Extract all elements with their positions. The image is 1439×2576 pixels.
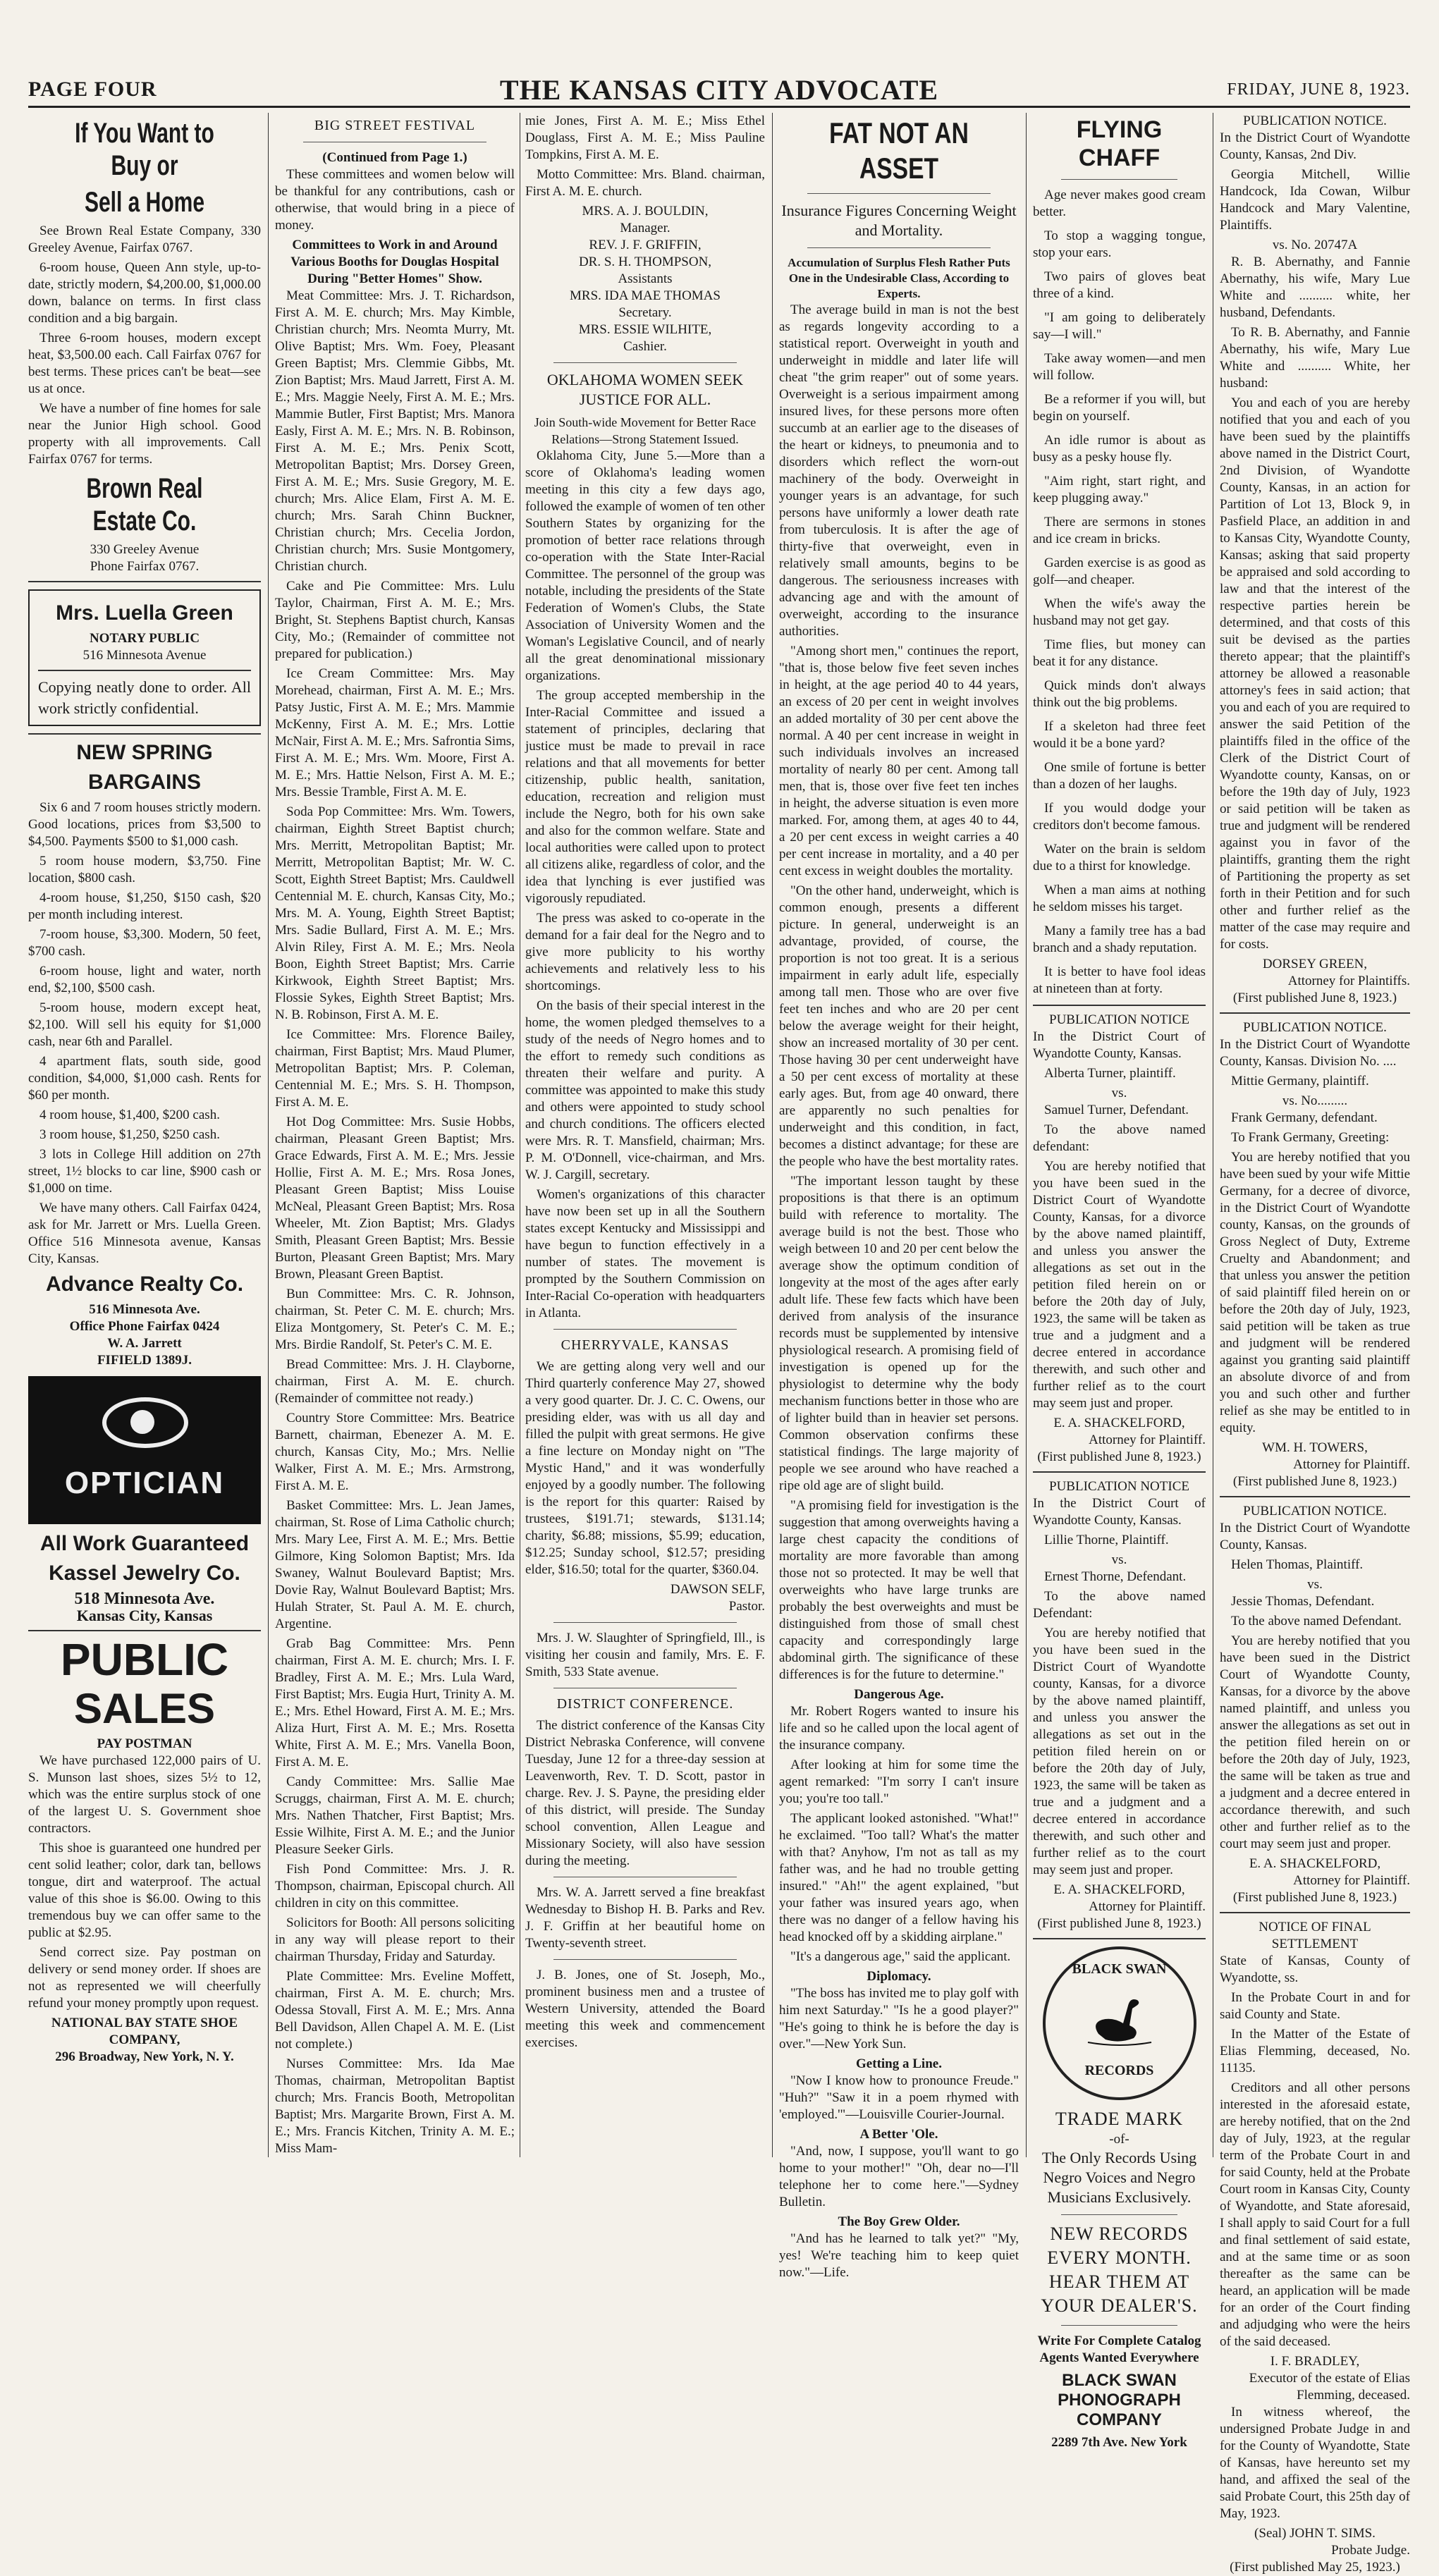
notice-signature-title: Attorney for Plaintiff. xyxy=(1293,1457,1410,1472)
article-headline: FAT NOT AN ASSET xyxy=(829,116,969,185)
ad-text: 6-room house, Queen Ann style, up-to-date, strictly modern, $4,200.00, $1,000.00 down, balance on terms. In first class condition and a big bargain. xyxy=(28,260,261,326)
article-paragraph: "And, now, I suppose, you'll want to go home to your mother!" "Oh, dear no—I'll telephone her to come here."—Sydney Bulletin. xyxy=(779,2144,1019,2209)
flying-chaff-item: Time flies, but money can beat it for any distance. xyxy=(1033,637,1206,669)
notice-text: You and each of you are hereby notified that you and each of you have been sued by the plaintiffs above named in the District Court, 2nd Division, of Wyandotte County, Kansas, in an action for Partition of Lot 13, Block 9, in Pasfield Place, an addition in and to Kansas City, Wyandotte County, Kansas; asking that said property be appraised and sold according to law and that the interest of the respective parties herein be determined, and that costs of this suit be devised as the parties thereto appear; that the plaintiff's attorney be allowed a reasonable attorney's fees in said action; that you and each of you are required to answer the said Petition of the plaintiffs filed in the office of the Clerk of the District Court of Wyandotte county, Kansas, on or before the 19th day of July, 1923 or said petition will be taken as true and judgment will be rendered against you in favor of the plaintiffs, granting them the right of Partitioning the property as set forth in their Petition and for such other and further relief as the matter of the case may require and for costs. xyxy=(1220,395,1410,952)
article-paragraph: Bread Committee: Mrs. J. H. Clayborne, chairman, First A. M. E. church. (Remainder of committee not ready.) xyxy=(275,1357,515,1406)
notice-text: In the District Court of Wyandotte County, Kansas. Division No. .... xyxy=(1220,1037,1410,1069)
notice-text: Georgia Mitchell, Willie Handcock, Ida Cowan, Wilbur Handcock and Mary Valentine, Plaintiffs. xyxy=(1220,167,1410,233)
divider xyxy=(807,247,991,248)
optician-banner: OPTICIAN xyxy=(64,1466,225,1500)
ad-text: Three 6-room houses, modern except heat, $3,500.00 each. Call Fairfax 0767 for best terms. These prices can't be beat—see us at once. xyxy=(28,331,261,396)
notary-title: NOTARY PUBLIC xyxy=(89,631,200,646)
article-subhead: Join South-wide Movement for Better Race Relations—Strong Statement Issued. xyxy=(534,415,757,446)
article-paragraph: "The boss has invited me to play golf with him next Saturday." "Is he a good player?" "He's going to think he is before the day is over."—New York Sun. xyxy=(779,1986,1019,2051)
divider xyxy=(28,581,261,582)
optician-ad-illustration xyxy=(28,1376,261,1524)
divider xyxy=(28,733,261,735)
ad-headline: NEW SPRING xyxy=(76,741,213,764)
ad-text: 5-room house, modern except heat, $2,100. Will sell his equity for $1,000 cash, near 6th and Parallel. xyxy=(28,1000,261,1049)
flying-chaff-item: Age never makes good cream better. xyxy=(1033,188,1206,219)
flying-chaff-item: When a man aims at nothing he seldom misses his target. xyxy=(1033,883,1206,914)
article-headline: A Better 'Ole. xyxy=(859,2127,938,2142)
kassel-jewelry-ad xyxy=(28,1531,261,1624)
signature-title: Pastor. xyxy=(728,1599,765,1614)
notice-vs: vs. xyxy=(1111,1086,1127,1100)
divider xyxy=(1220,1496,1410,1497)
signature: DR. S. H. THOMPSON, xyxy=(578,254,712,269)
ad-company-name: Kassel Jewelry Co. xyxy=(49,1562,240,1585)
flying-chaff-item: "I am going to deliberately say—I will." xyxy=(1033,310,1206,342)
article-headline: Dangerous Age. xyxy=(854,1687,944,1702)
flying-chaff-item: Two pairs of gloves beat three of a kind. xyxy=(1033,269,1206,301)
ad-text: This shoe is guaranteed one hundred per cent solid leather; color, dark tan, bellows tongue, dirt and waterproof. The actual value of this shoe is $6.00. Owing to this tremendous buy we can offer same to the public at $2.95. xyxy=(28,1841,261,1940)
notary-name: Mrs. Luella Green xyxy=(56,601,233,625)
notice-title: PUBLICATION NOTICE. xyxy=(1243,1504,1387,1519)
flying-chaff-item: One smile of fortune is better than a dozen of her laughs. xyxy=(1033,760,1206,792)
article-paragraph: The group accepted membership in the Inter-Racial Committee and issued a statement of principles, declaring that justice must be made to prevail in race relations and that all movements for better citizenship, public health, sanitation, education, recreation and religion must include the Negro, both for his own sake and also for the common welfare. State and local authorities were called upon to protect all citizens alike, regardless of color, and the idea that lynching is ever justified was vigorously repudiated. xyxy=(525,688,765,906)
article-paragraph: Mrs. W. A. Jarrett served a fine breakfast Wednesday to Bishop H. B. Parks and Rev. J. F. Griffin at her beautiful home on Twenty-seventh street. xyxy=(525,1885,765,1951)
ad-text: See Brown Real Estate Company, 330 Greeley Avenue, Fairfax 0767. xyxy=(28,223,261,255)
logo-text-bottom: RECORDS xyxy=(1084,2063,1154,2078)
trade-mark-label: TRADE MARK xyxy=(1055,2109,1184,2129)
ad-text: 4 room house, $1,400, $200 cash. xyxy=(39,1108,220,1122)
notice-text: In the Matter of the Estate of Elias Flemming, deceased, No. 11135. xyxy=(1220,2027,1410,2075)
notice-text: State of Kansas, County of Wyandotte, ss. xyxy=(1220,1954,1410,1985)
article-paragraph: Candy Committee: Mrs. Sallie Mae Scruggs, chairman, First A. M. E. church; Mrs. Nathen Thatcher, First Baptist; Mrs. Essie Wilhite, First A. M. E.; and the Junior Pleasure Seeker Girls. xyxy=(275,1774,515,1857)
notice-signature: WM. H. TOWERS, xyxy=(1262,1440,1368,1455)
notice-signature-title: Probate Judge. xyxy=(1331,2543,1410,2558)
masthead xyxy=(28,63,1410,108)
notice-signature: E. A. SHACKELFORD, xyxy=(1053,1882,1185,1897)
records-company: BLACK SWAN PHONOGRAPH COMPANY xyxy=(1058,2371,1181,2429)
ad-headline: All Work Guaranteed xyxy=(39,1532,250,1555)
article-paragraph: Meat Committee: Mrs. J. T. Richardson, First A. M. E. church; Mrs. May Kimble, Christian church; Mrs. Neomta Murry, Mt. Olive Baptist; Mrs. Wm. Foey, Pleasant Green Baptist; Mrs. Clemmie Gibbs, Mt. Zion Baptist; Mrs. Maud Jarrett, First A. M. E.; Mrs. Maggie Neely, First A. M. E.; Mrs. Mammie Butler, First Baptist; Mrs. Manora Easly, First A. M. E.; Mrs. N. B. Robinson, First A. M. E.; Mrs. Penix Scott, Metropolitan Baptist; Mrs. Dorsey Green, First A. M. E.; Mrs. Susie Gregory, M. E. church; Mrs. Alice Elam, First A. M. E. church; Mrs. Sarah Chinn Buckner, Christian church; Mrs. Cecelia Jordon, Christian church; Mrs. Susie Montgomery, Christian church. xyxy=(275,288,515,574)
article-paragraph: Soda Pop Committee: Mrs. Wm. Towers, chairman, Eighth Street Baptist church; Mrs. Merritt, Metropolitan Baptist; Mr. Merritt, Metropolitan Baptist; Mr. W. C. Scott, Eighth Street Baptist; Mrs. Cauldwell Centennial M. E. church, Kansas City, Mo.; Mrs. M. A. Young, Eighth Street Baptist; Mrs. Sadie Bullard, First A. M. E.; Mrs. Alvin Riley, First A. M. E.; Mrs. Neola Boon, Eighth Street Baptist; Mrs. Carrie Kirkwook, Eighth Street Baptist; Mrs. Flossie Sykes, Eighth Street Baptist; Mrs. N. B. Robinson, First A. M. E. xyxy=(275,804,515,1022)
notice-title: PUBLICATION NOTICE xyxy=(1049,1012,1189,1027)
article-paragraph: "And has he learned to talk yet?" "My, yes! We're teaching him to keep quiet now."—Life. xyxy=(779,2231,1019,2280)
divider xyxy=(1033,1471,1206,1473)
article-paragraph: Bun Committee: Mrs. C. R. Johnson, chairman, St. Peter C. M. E. church; Mrs. Eliza Montgomery, St. Peter's C. M. E.; Mrs. Birdie Randolf, St. Peter's C. M. E. xyxy=(275,1287,515,1352)
signature: DAWSON SELF, xyxy=(670,1582,765,1597)
divider xyxy=(807,193,991,194)
notice-signature-title: Executor of the estate of Elias Flemming, deceased. xyxy=(1249,2371,1410,2403)
ad-city: Kansas City, Kansas xyxy=(76,1607,213,1624)
notice-text: In witness whereof, the undersigned Probate Judge in and for the County of Wyandotte, State of Kansas, have hereunto set my hand, and affixed the seal of the said Probate Court, this 25th day of May, 1923. xyxy=(1220,2405,1410,2521)
article-paragraph: Plate Committee: Mrs. Eveline Moffett, chairman, First A. M. E. church; Mrs. Odessa Stovall, First A. M. E.; Mrs. Anna Bell Davidson, Allen Chapel A. M. E. (List not complete.) xyxy=(275,1969,515,2051)
notice-text: In the District Court of Wyandotte County, Kansas. xyxy=(1220,1521,1410,1552)
records-catalog: Write For Complete Catalog xyxy=(1037,2333,1201,2348)
issue-date: FRIDAY, JUNE 8, 1923. xyxy=(1227,80,1410,99)
ad-text: 5 room house modern, $3,750. Fine location, $800 cash. xyxy=(28,854,261,885)
column-5 xyxy=(1033,113,1206,2450)
divider xyxy=(553,362,737,363)
article-paragraph: Fish Pond Committee: Mrs. J. R. Thompson, chairman, Episcopal church. All children in city on this committee. xyxy=(275,1862,515,1910)
article-paragraph: The press was asked to co-operate in the demand for a fair deal for the Negro and to give more publicity to his worthy achievements and relatively less to his shortcomings. xyxy=(525,911,765,993)
ad-headline: Sell a Home xyxy=(84,187,205,218)
article-paragraph: Ice Cream Committee: Mrs. May Morehead, chairman, First A. M. E.; Mrs. Patsy Justic, First A. M. E.; Mrs. Mammie McKenny, First A. M. E.; Mrs. Lottie McNair, First A. M. E.; Mrs. Safrontia Sims, First A. M. E.; Mrs. Wm. Moore, First A. M. E.; Mrs. Hattie Nelson, First A. M. E.; Mrs. Bessie Tramble, First A. M. E. xyxy=(275,666,515,799)
notice-title: NOTICE OF FINAL SETTLEMENT xyxy=(1259,1920,1371,1951)
article-paragraph: Oklahoma City, June 5.—More than a score of Oklahoma's leading women meeting in this city a few days ago, followed the example of women of ten other Southern States by organizing for the promotion of better race relations through co-operation with the State Inter-Racial Committee. The personnel of the group was notable, including the presidents of the State Federation of Women's Clubs, the State Association of University Women and the Woman's Legislative Council, and of nearly all the great denominational missionary organizations. xyxy=(525,448,765,683)
notary-text: Copying neatly done to order. All work strictly confidential. xyxy=(38,678,251,717)
column-4 xyxy=(779,113,1019,2280)
advance-realty-ad xyxy=(28,740,261,1369)
notice-publication: (First published June 8, 1923.) xyxy=(1232,1474,1397,1489)
notice-signature-title: Attorney for Plaintiffs. xyxy=(1287,974,1410,988)
article-paragraph: Women's organizations of this character have now been set up in all the Southern states except Kentucky and Mississippi and have begun to function effectively in a number of states. The movement is prompted by the Southern Commission on Inter-Racial Co-operation with headquarters in Atlanta. xyxy=(525,1187,765,1320)
notice-publication: (First published May 25, 1923.) xyxy=(1230,2560,1400,2575)
flying-chaff-item: To stop a wagging tongue, stop your ears. xyxy=(1033,228,1206,260)
records-tagline: The Only Records Using Negro Voices and Negro Musicians Exclusively. xyxy=(1041,2149,1197,2206)
records-agents: Agents Wanted Everywhere xyxy=(1039,2350,1199,2365)
article-paragraph: "On the other hand, underweight, which is common enough, presents a different picture. In general, underweight is an advantage, provided, of course, the proportion is not too great. It is a serious impairment in early adult life, especially among tall men. Those who are over five feet ten inches and who are 20 per cent below the average weight for their height, show an increased mortality of 30 per cent. Those having 30 per cent underweight have a 50 per cent excess of mortality at these early ages. But, from age 40 onward, there are apparently no such penalties for underweight and this condition, in fact, becomes a distinct advantage; for these are the people who have the best mortality rates. xyxy=(779,883,1019,1169)
ad-text: Send correct size. Pay postman on delivery or send money order. If shoes are not as represented we will cheerfully refund your money promptly upon request. xyxy=(28,1945,261,2011)
ad-contact: W. A. Jarrett xyxy=(107,1336,182,1351)
notice-text: You are hereby notified that you have been sued in the District Court of Wyandotte County, Kansas, for a divorce by the above named plaintiff, and unless you answer the allegations as set out in the petition filed herein on or before the 20th day of July, 1923, the same will be taken as true and a judgment and a decree entered in accordance therewith, and such other and further relief as to the court may seem just and proper. xyxy=(1220,1633,1410,1851)
divider xyxy=(1220,1012,1410,1014)
ad-text: We have a number of fine homes for sale near the Junior High school. Good property with all improvements. Call Fairfax 0767 for terms. xyxy=(28,401,261,467)
ad-headline: PUBLIC xyxy=(60,1634,229,1685)
signature-title: Assistants xyxy=(618,271,673,286)
notice-text: To the above named defendant: xyxy=(1033,1122,1206,1154)
notice-publication: (First published June 8, 1923.) xyxy=(1232,1890,1397,1905)
logo-text-top: BLACK SWAN xyxy=(1072,1961,1167,1977)
article-deck: Accumulation of Surplus Flesh Rather Puts One in the Undesirable Class, According to Experts. xyxy=(788,256,1010,300)
ad-text: We have many others. Call Fairfax 0424, ask for Mr. Jarrett or Mrs. Luella Green. Office 516 Minnesota avenue, Kansas City, Kansas. xyxy=(28,1201,261,1266)
trade-mark-of: -of- xyxy=(1109,2132,1129,2147)
article-subhead: Committees to Work in and Around Various Booths for Douglas Hospital During "Better Homes" Show. xyxy=(290,238,499,286)
notice-publication: (First published June 8, 1923.) xyxy=(1037,1449,1201,1464)
swan-icon xyxy=(1084,1992,1155,2048)
flying-chaff-item: Garden exercise is as good as golf—and cheaper. xyxy=(1033,556,1206,587)
flying-chaff-item: "Aim right, start right, and keep plugging away." xyxy=(1033,474,1206,505)
signature-title: Manager. xyxy=(620,221,670,235)
ad-address: 296 Broadway, New York, N. Y. xyxy=(55,2049,234,2064)
notice-title: PUBLICATION NOTICE. xyxy=(1243,1020,1387,1035)
signature: MRS. IDA MAE THOMAS xyxy=(570,288,721,303)
article-paragraph: After looking at him for some time the agent remarked: "I'm sorry I can't insure you; you're too tall." xyxy=(779,1758,1019,1806)
records-address: 2289 7th Ave. New York xyxy=(1051,2435,1187,2450)
ad-company-name: Advance Realty Co. xyxy=(45,1272,244,1296)
article-paragraph: The applicant looked astonished. "What!" he exclaimed. "Too tall? What's the matter with that? Anyhow, I'm not as tall as my father was, and he had no trouble getting insured." "Ah!" the agent explained, "but your father was insured years ago, when there was no danger of a fellow having his head knocked off by a skidding airplane." xyxy=(779,1811,1019,1944)
continued-note: (Continued from Page 1.) xyxy=(322,150,467,165)
article-paragraph: "Now I know how to pronounce Freude." "Huh?" "Saw it in a poem rhymed with 'employed.'"—Louisville Courier-Journal. xyxy=(779,2073,1019,2122)
column-6 xyxy=(1220,113,1410,2575)
divider xyxy=(553,1959,737,1960)
notice-signature: E. A. SHACKELFORD, xyxy=(1053,1416,1185,1430)
ad-address: 518 Minnesota Ave. xyxy=(74,1590,215,1608)
ad-text: We have purchased 122,000 pairs of U. S. Munson last shoes, sizes 5½ to 12, which was the entire surplus stock of one of the largest U. S. Government shoe contractors. xyxy=(28,1753,261,1836)
notice-text: Creditors and all other persons interested in the aforesaid estate, are hereby notified, that on the 2nd day of July, 1923, at the regular term of the Probate Court in and for said County, held at the Probate Court room in Kansas City, County of Wyandotte, and State aforesaid, I shall apply to said Court for a full and final settlement of said estate, and at the same time or as soon thereafter as the same can be heard, an application will be made for an order of the Court finding and adjudging who were the heirs of the said deceased. xyxy=(1220,2080,1410,2349)
notice-signature-title: Attorney for Plaintiff. xyxy=(1089,1899,1206,1914)
notice-text: Helen Thomas, Plaintiff. xyxy=(1231,1557,1364,1572)
ad-phone: Phone Fairfax 0767. xyxy=(90,559,200,574)
notice-text: In the Probate Court in and for said County and State. xyxy=(1220,1990,1410,2022)
column-3 xyxy=(525,113,765,2157)
ad-text: 3 room house, $1,250, $250 cash. xyxy=(39,1127,220,1142)
article-subhead: Insurance Figures Concerning Weight and Mortality. xyxy=(781,202,1017,239)
notice-publication: (First published June 8, 1923.) xyxy=(1037,1916,1201,1931)
notice-text: In the District Court of Wyandotte County, Kansas, 2nd Div. xyxy=(1220,130,1410,162)
divider xyxy=(1220,1912,1410,1913)
flying-chaff-item: Take away women—and men will follow. xyxy=(1033,351,1206,383)
article-paragraph: "The important lesson taught by these propositions is that there is an optimum build with reference to mortality. The average build is not the best. Those who weigh between 10 and 20 per cent below the average show the optimum condition of longevity at the most of the ages after early adult life. These few facts which have been derived from analysis of the insurance records must be supplemented by intensive physiological research. A promising field of investigation is opened up for the physiologist to determine why the body mechanism functions better in those who are of lighter build than in heavier set persons. Common observation confirms these statistical findings. The large majority of people we see around who have reached a ripe old age are of slight build. xyxy=(779,1174,1019,1493)
column-2 xyxy=(275,113,515,2157)
flying-chaff-item: If a skeleton had three feet would it be a bone yard? xyxy=(1033,719,1206,751)
notice-vs: vs. xyxy=(1111,1552,1127,1567)
flying-chaff-item: Be a reformer if you will, but begin on yourself. xyxy=(1033,392,1206,424)
ad-address: 516 Minnesota Ave. xyxy=(89,1302,200,1317)
ad-subhead: PAY POSTMAN xyxy=(97,1736,192,1751)
divider xyxy=(1061,2325,1177,2326)
flying-chaff-item: Quick minds don't always think out the big problems. xyxy=(1033,678,1206,710)
flying-chaff-item: An idle rumor is about as busy as a pesky house fly. xyxy=(1033,433,1206,465)
notice-text: Mittie Germany, plaintiff. xyxy=(1231,1074,1369,1088)
article-paragraph: J. B. Jones, one of St. Joseph, Mo., prominent business men and a trustee of Western University, attended the Board meeting this week and commencement exercises. xyxy=(525,1968,765,2050)
divider xyxy=(553,1622,737,1623)
divider xyxy=(1061,179,1177,180)
notice-text: Lillie Thorne, Plaintiff. xyxy=(1044,1533,1169,1547)
article-paragraph: "It's a dangerous age," said the applicant. xyxy=(790,1949,1011,1964)
flying-chaff-item: Many a family tree has a bad branch and a shady reputation. xyxy=(1033,924,1206,955)
article-paragraph: "Among short men," continues the report, "that is, those below five feet seven inches in height, at the age period 40 to 44 years, an excess of 20 per cent in weight involves an added mortality of 30 per cent above the normal. A 40 per cent increase in weight in such individuals involves an increased mortality of nearly 80 per cent. Among tall men, that is, those over five feet ten inches in height, the adverse situation is even more marked. For, among them, at ages 40 to 44, a 20 per cent excess in weight carries a 40 per cent increase in mortality, and a 40 per cent excess in weight doubles the mortality. xyxy=(779,644,1019,878)
notice-seal: (Seal) JOHN T. SIMS. xyxy=(1254,2526,1376,2541)
article-paragraph: The district conference of the Kansas City District Nebraska Conference, will convene Tuesday, June 12 for a three-day session at Leavenworth, Rev. T. D. Scott, pastor in charge. Rev. J. S. Payne, the presiding elder of this district, will preside. The Sunday school convention, Allen League and Missionary Society, will also have session during the meeting. xyxy=(525,1718,765,1868)
signature: MRS. ESSIE WILHITE, xyxy=(578,322,712,337)
notice-text: To the above named Defendant: xyxy=(1033,1589,1206,1621)
column-rule xyxy=(772,113,773,2157)
ad-phone: Office Phone Fairfax 0424 xyxy=(69,1319,220,1334)
brown-real-estate-ad xyxy=(28,117,261,575)
article-paragraph: Cake and Pie Committee: Mrs. Lulu Taylor, Chairman, First A. M. E.; Mrs. Bright, St. Stephens Baptist church, Kansas City, Mo.; (Remainder of committee not prepared for publication.) xyxy=(275,579,515,661)
ad-headline: If You Want to Buy or xyxy=(75,118,214,181)
signature-title: Cashier. xyxy=(623,339,667,354)
article-paragraph: "A promising field for investigation is the suggestion that among overweights having a large chest capacity the conditions of mortality are more favorable than among those not so protected. It may be well that overweights who have large trunks are probably the best overweights and must be distinguished from those of small chest capacity and correspondingly large abdominal girth. The significance of these differences is for the future to determine." xyxy=(779,1498,1019,1682)
records-ad-callout: NEW RECORDS EVERY MONTH. HEAR THEM AT YOUR DEALER'S. xyxy=(1041,2224,1198,2316)
divider xyxy=(38,670,251,671)
divider xyxy=(1033,1005,1206,1006)
notice-text: Alberta Turner, plaintiff. xyxy=(1044,1066,1176,1081)
divider xyxy=(1033,1938,1206,1939)
article-headline: CHERRYVALE, KANSAS xyxy=(561,1337,730,1353)
article-headline: Diplomacy. xyxy=(867,1969,931,1984)
ad-phone-alt: FIFIELD 1389J. xyxy=(97,1353,192,1368)
newspaper-page xyxy=(28,42,1410,2575)
signature: MRS. A. J. BOULDIN, xyxy=(582,204,709,219)
public-sales-ad xyxy=(28,1634,261,2066)
article-paragraph: Basket Committee: Mrs. L. Jean James, chairman, St. Rose of Lima Catholic church; Mrs. Mary Lee, First A. M. E.; Mrs. Bettie Gilmore, King Solomon Baptist; Mrs. Ida Swaney, Walnut Boulevard Baptist; Mrs. Dovie Ray, Walnut Boulevard Baptist; Mrs. Hulah Strater, St. Paul A. M. E. church, Argentine. xyxy=(275,1498,515,1631)
signature: REV. J. F. GRIFFIN, xyxy=(589,238,702,252)
article-paragraph: We are getting along very well and our Third quarterly conference May 27, showed a very good quarter. Dr. J. C. C. Owens, our presiding elder, was with us all day and filled the pulpit with great sermons. He give a fine lecture on Monday night on "The Mystic Hand," and it was wonderfully enjoyed by a goodly number. The following is the report for this quarter: Raised by trustees, $191.71; stewards, $131.14; charity, $6.88; missions, $5.99; education, $12.25; Sunday school, $12.57; presiding elder, $16.50; total for the quarter, $360.04. xyxy=(525,1359,765,1577)
newspaper-title: THE KANSAS CITY ADVOCATE xyxy=(499,74,939,106)
notary-address: 516 Minnesota Avenue xyxy=(82,648,207,663)
notice-signature: DORSEY GREEN, xyxy=(1262,957,1368,971)
article-headline: OKLAHOMA WOMEN SEEK JUSTICE FOR ALL. xyxy=(546,371,744,408)
article-paragraph: Country Store Committee: Mrs. Beatrice Barnett, chairman, Ebenezer A. M. E. church, Kansas City, Mo.; Mrs. Nellie Walker, First A. M. E.; Mrs. Armstrong, First A. M. E. xyxy=(275,1411,515,1493)
article-paragraph: These committees and women below will be thankful for any contributions, cash or otherwise, that would bring in a piece of money. xyxy=(275,167,515,233)
article-paragraph: Mr. Robert Rogers wanted to insure his life and so he called upon the local agent of the insurance company. xyxy=(779,1704,1019,1753)
column-rule xyxy=(1026,113,1027,2157)
notice-text: You are hereby notified that you have been sued by your wife Mittie Germany, for a decree of divorce, in the District Court of Wyandotte county, Kansas, on the grounds of Gross Neglect of Duty, Extreme Cruelty and Abandonment; and that unless you answer the petition of said plaintiff filed herein on or before the 20th day of July, 1923, said petition will be taken as true and judgment will be rendered against you granting said plaintiff an absolute divorce of and from you and such other and further relief as she may be entitled to in equity. xyxy=(1220,1150,1410,1435)
notice-signature: E. A. SHACKELFORD, xyxy=(1249,1856,1381,1871)
flying-chaff-item: If you would dodge your creditors don't become famous. xyxy=(1033,801,1206,833)
article-headline: FLYING CHAFF xyxy=(1076,116,1163,171)
column-rule xyxy=(268,113,269,2157)
flying-chaff-item: Water on the brain is seldom due to a thirst for knowledge. xyxy=(1033,842,1206,873)
notice-vs: vs. No. 20747A xyxy=(1272,238,1358,252)
article-paragraph: Nurses Committee: Mrs. Ida Mae Thomas, chairman, Metropolitan Baptist church; Mrs. Francis Booth, Metropolitan Baptist; Mrs. Margarite Brown, First A. M. E.; Mrs. Francis Kitchen, Trinity A. M. E.; Miss Mam- xyxy=(275,2056,515,2156)
divider xyxy=(28,1630,261,1631)
ad-text: 7-room house, $3,300. Modern, 50 feet, $700 cash. xyxy=(28,927,261,959)
article-paragraph: Mrs. J. W. Slaughter of Springfield, Ill., is visiting her cousin and family, Mrs. E. F. Smith, 533 State avenue. xyxy=(525,1631,765,1679)
flying-chaff-item: It is better to have fool ideas at nineteen than at forty. xyxy=(1033,964,1206,996)
notice-text: Samuel Turner, Defendant. xyxy=(1044,1103,1189,1117)
article-paragraph: The average build in man is not the best as regards longevity according to a statistical report. Overweight in youth and underweight in middle and later life will cheat "the grim reaper" out of some years. Overweight is a serious impairment among insured lives, for these persons more often succumb at an earlier age to the diseases of the heart or kidneys, to pneumonia and to disorders which reflect the worn-out machinery of the body. Overweight in younger years is an advantage, for such persons have uniformly a lower death rate from tuberculosis. It is after the age of thirty-five that overweight, even in relatively small amounts, begins to be dangerous. The seriousness increases with advancing age and with the amount of overweight, according to the insurance authorities. xyxy=(779,302,1019,639)
signature-title: Secretary. xyxy=(618,305,672,320)
notice-text: Jessie Thomas, Defendant. xyxy=(1231,1594,1375,1609)
article-paragraph: Ice Committee: Mrs. Florence Bailey, chairman, First Baptist; Mrs. Maud Plumer, Metropolitan Baptist; Mrs. P. Coleman, Centennial M. E.; Mrs. S. H. Thompson, First A. M. E. xyxy=(275,1027,515,1110)
article-headline: DISTRICT CONFERENCE. xyxy=(556,1696,734,1712)
ad-text: Six 6 and 7 room houses strictly modern. Good locations, prices from $3,500 to $4,500. Payments $500 to $1,000 cash. xyxy=(28,800,261,849)
article-headline: Getting a Line. xyxy=(856,2056,942,2071)
page-number: PAGE FOUR xyxy=(28,78,157,101)
ad-headline: SALES xyxy=(73,1685,216,1732)
notice-title: PUBLICATION NOTICE xyxy=(1049,1479,1189,1494)
ad-address: 330 Greeley Avenue xyxy=(90,542,200,557)
ad-text: 4 apartment flats, south side, good condition, $4,000, $1,000 cash. Rents for $60 per month. xyxy=(28,1054,261,1103)
notice-text: Ernest Thorne, Defendant. xyxy=(1044,1569,1187,1584)
notice-signature-title: Attorney for Plaintiff. xyxy=(1293,1873,1410,1888)
flying-chaff-list xyxy=(1033,187,1206,998)
ad-text: 4-room house, $1,250, $150 cash, $20 per month including interest. xyxy=(28,890,261,922)
notice-vs: vs. No......... xyxy=(1282,1093,1348,1108)
divider xyxy=(1061,2214,1177,2215)
flying-chaff-item: There are sermons in stones and ice cream in bricks. xyxy=(1033,515,1206,546)
divider xyxy=(553,1329,737,1330)
notice-text: You are hereby notified that you have been sued in the District Court of Wyandotte county, Kansas, for a divorce by the above named plaintiff, and unless you answer the allegations as set out in the petition filed herein on or before the 20th day of July, 1923, the same will be taken as true and a judgment and a decree entered in accordance therewith, and such other and further relief as to the court may seem just and proper. xyxy=(1033,1626,1206,1877)
notice-text: You are hereby notified that you have been sued in the District Court of Wyandotte County, Kansas, for a divorce by the above named plaintiff, and unless you answer the allegations as set out in the petition filed herein on or before the 20th day of July, 1923, the same will be taken as true and a judgment and a decree entered in accordance therewith, and such other and further relief as to the court may seem just and proper. xyxy=(1033,1159,1206,1411)
article-paragraph: Grab Bag Committee: Mrs. Penn chairman, First A. M. E. church; Mrs. I. F. Bradley, First A. M. E.; Mrs. Lula Ward, First Baptist; Mrs. Eugia Hurt, Trinity A. M. E.; Mrs. Ethel Howard, First A. M. E.; Mrs. Aliza Hurt, First A. M. E.; Mrs. Rosetta White, First A. M. E.; Mrs. Vanella Boon, First A. M. E. xyxy=(275,1636,515,1770)
notice-text: R. B. Abernathy, and Fannie Abernathy, his wife, Mary Lue White and .......... white, her husband, Defendants. xyxy=(1220,254,1410,320)
ad-company-name: NATIONAL BAY STATE SHOE COMPANY, xyxy=(51,2016,238,2047)
article-paragraph: Motto Committee: Mrs. Bland. chairman, First A. M. E. church. xyxy=(525,167,765,199)
ad-text: 3 lots in College Hill addition on 27th street, 1½ blocks to car line, $900 cash or $1,000 on time. xyxy=(28,1147,261,1196)
notice-text: To Frank Germany, Greeting: xyxy=(1231,1130,1390,1145)
notice-signature: I. F. BRADLEY, xyxy=(1270,2354,1360,2369)
article-paragraph: mie Jones, First A. M. E.; Miss Ethel Douglass, First A. M. E.; Miss Pauline Tompkins, First A. M. E. xyxy=(525,114,765,162)
article-headline: The Boy Grew Older. xyxy=(838,2214,960,2229)
ad-text: 6-room house, light and water, north end, $2,100, $500 cash. xyxy=(28,964,261,995)
article-paragraph: On the basis of their special interest in the home, the women pledged themselves to a study of the needs of Negro homes and to the effort to remedy such conditions as threaten their welfare and purity. A committee was appointed to make this study and others were appointed to study school and church conditions. The officers elected were Mrs. R. T. Mansfield, chairman; Mrs. P. M. O'Donnell, vice-chairman, and Mrs. W. J. Cargill, secretary. xyxy=(525,998,765,1182)
notice-publication: (First published June 8, 1923.) xyxy=(1232,990,1397,1005)
ad-company-name: Brown Real Estate Co. xyxy=(86,473,203,536)
article-paragraph: Hot Dog Committee: Mrs. Susie Hobbs, chairman, Pleasant Green Baptist; Mrs. Grace Edwards, First A. M. E.; Mrs. Jessie Hollie, First A. M. E.; Mrs. Rosa Jones, Pleasant Green Baptist; Miss Louise McNeal, Pleasant Green Baptist; Mrs. Rosa Wheeler, Mt. Zion Baptist; Mrs. Gladys Smith, Pleasant Green Baptist; Mrs. Bessie Burton, Pleasant Green Baptist; Mrs. Mary Brown, Pleasant Green Baptist. xyxy=(275,1115,515,1282)
black-swan-logo xyxy=(1043,1946,1196,2100)
notary-ad xyxy=(28,589,261,726)
notice-text: In the District Court of Wyandotte County, Kansas. xyxy=(1033,1496,1206,1528)
notice-vs: vs. xyxy=(1307,1577,1323,1592)
article-headline: BIG STREET FESTIVAL xyxy=(314,118,476,133)
flying-chaff-item: When the wife's away the husband may not get gay. xyxy=(1033,596,1206,628)
notice-text: Frank Germany, defendant. xyxy=(1231,1110,1378,1125)
notice-signature-title: Attorney for Plaintiff. xyxy=(1089,1433,1206,1447)
pupil-icon xyxy=(130,1410,154,1434)
notice-text: To the above named Defendant. xyxy=(1231,1614,1402,1629)
column-1 xyxy=(28,113,261,2157)
ad-headline: BARGAINS xyxy=(87,771,201,794)
notice-text: To R. B. Abernathy, and Fannie Abernathy, his wife, Mary Lue White and .......... White, her husband: xyxy=(1220,325,1410,391)
notice-text: In the District Court of Wyandotte County, Kansas. xyxy=(1033,1029,1206,1061)
notice-title: PUBLICATION NOTICE. xyxy=(1243,114,1387,128)
article-paragraph: Solicitors for Booth: All persons soliciting in any way will please report to their chairman Thursday, Friday and Saturday. xyxy=(275,1915,515,1964)
